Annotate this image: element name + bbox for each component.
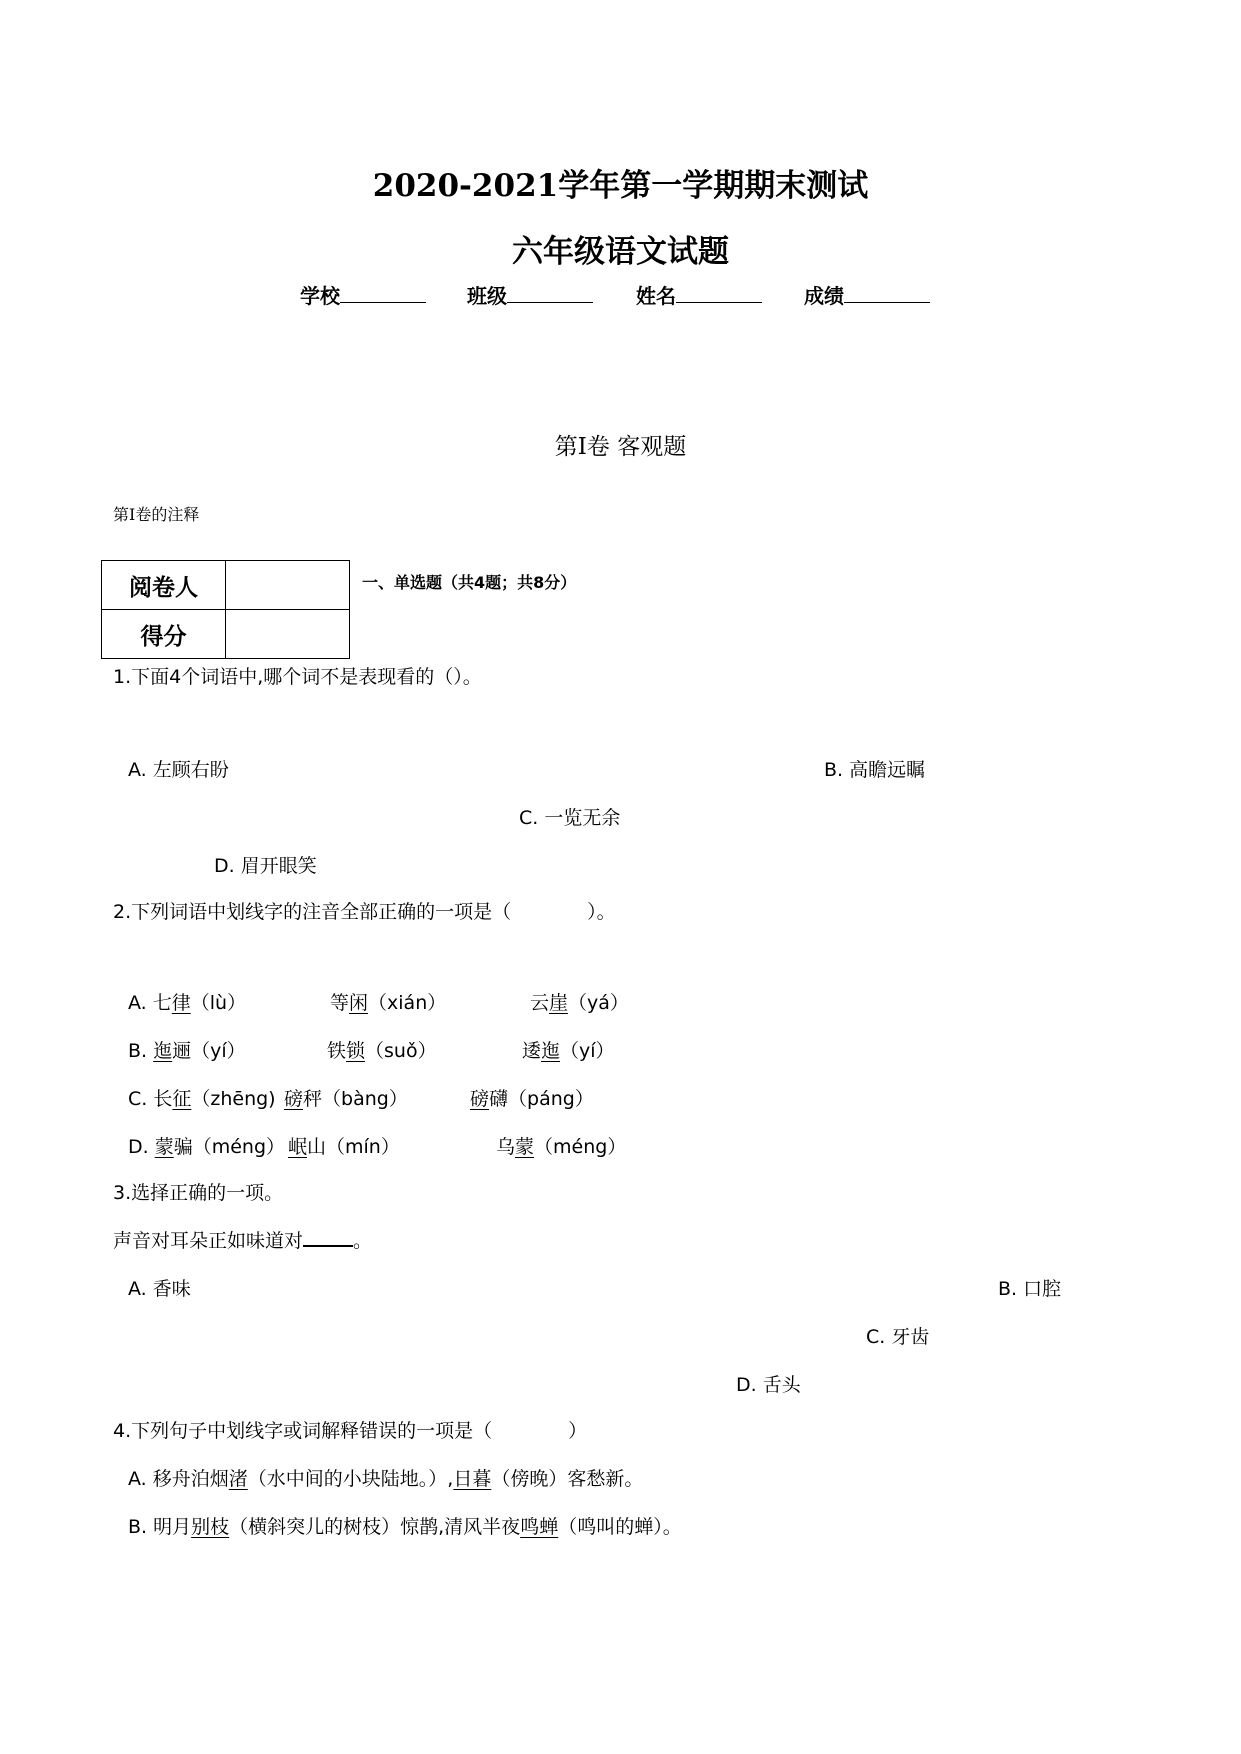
section-note: 第Ⅰ卷的注释	[113, 505, 200, 524]
school-blank	[340, 282, 426, 303]
q2a-text: （yá）	[568, 992, 629, 1014]
info-school	[300, 280, 426, 309]
q2a-underline: 崖	[549, 992, 569, 1014]
q4b-underline: 别枝	[191, 1516, 230, 1538]
q4-option-b	[128, 1512, 682, 1539]
q2c-text: 秤（bàng）	[303, 1088, 408, 1110]
q2a-underline: 闲	[349, 992, 369, 1014]
q4b-text: （横斜突儿的树枝）惊鹊,清风半夜	[229, 1516, 521, 1538]
q4b-text: B. 明月	[128, 1516, 192, 1538]
part1-heading: 一、单选题（共4题；共8分）	[362, 573, 577, 592]
q3-stem: 3.选择正确的一项。	[113, 1182, 284, 1204]
q2-option-a-part2	[330, 988, 446, 1015]
q3-option-d: D. 舌头	[736, 1374, 801, 1396]
q2-option-d-part1	[128, 1132, 285, 1159]
q1-stem: 1.下面4个词语中,哪个词不是表现看的（）。	[113, 666, 482, 688]
q2-option-b-part3	[522, 1036, 615, 1063]
grader-label: 阅卷人	[102, 561, 226, 610]
q2d-underline: 蒙	[154, 1136, 174, 1158]
q4a-underline: 日暮	[453, 1468, 492, 1490]
info-score	[804, 280, 930, 309]
score-cell	[226, 610, 350, 659]
class-blank	[507, 282, 593, 303]
q1-option-c: C. 一览无余	[519, 807, 621, 829]
q2c-underline: 磅	[284, 1088, 304, 1110]
info-name-label: 姓名	[636, 284, 676, 308]
q2c-text: （zhēng)	[191, 1088, 276, 1110]
q2b-underline: 迤	[153, 1040, 173, 1062]
q2c-text: C. 长	[128, 1088, 173, 1110]
exam-title: 2020-2021学年第一学期期末测试	[372, 168, 869, 204]
q2d-text: 乌	[496, 1136, 516, 1158]
q2a-text: （lù）	[190, 992, 247, 1014]
q2c-underline: 征	[172, 1088, 192, 1110]
q2a-text: 等	[330, 992, 350, 1014]
q2b-text: 逦（yí）	[172, 1040, 246, 1062]
q2d-text: D.	[128, 1136, 155, 1158]
q2-option-a-part1	[128, 988, 246, 1015]
q2b-underline: 迤	[541, 1040, 561, 1062]
q2a-text: 云	[530, 992, 550, 1014]
q2d-underline: 蒙	[515, 1136, 535, 1158]
q2d-text: 山（mín）	[307, 1136, 400, 1158]
q2a-text: （xián）	[368, 992, 447, 1014]
q2-option-c-part3	[470, 1084, 594, 1111]
q3-answer-blank	[303, 1227, 353, 1247]
info-class-label: 班级	[467, 284, 507, 308]
q2b-text: （yí）	[560, 1040, 615, 1062]
q4b-underline: 鸣蝉	[520, 1516, 559, 1538]
q1-option-d: D. 眉开眼笑	[214, 855, 317, 877]
q4a-text: A. 移舟泊烟	[128, 1468, 229, 1490]
q4-stem: 4.下列句子中划线字或词解释错误的一项是（ ）	[113, 1420, 588, 1442]
q2d-underline: 岷	[288, 1136, 308, 1158]
score-blank	[844, 282, 930, 303]
info-school-label: 学校	[300, 284, 340, 308]
q3-sentence	[113, 1226, 372, 1253]
q4a-text: （水中间的小块陆地。）,	[247, 1468, 454, 1490]
section-title: 第Ⅰ卷 客观题	[554, 434, 687, 460]
q2a-underline: 律	[171, 992, 191, 1014]
q4-option-a	[128, 1464, 643, 1491]
name-blank	[676, 282, 762, 303]
q2-stem: 2.下列词语中划线字的注音全部正确的一项是（ ）。	[113, 901, 616, 923]
q1-option-b: B. 高瞻远瞩	[824, 759, 926, 781]
q2b-text: （suǒ）	[365, 1040, 437, 1062]
q3-option-a: A. 香味	[128, 1278, 191, 1300]
q2-option-a-part3	[530, 988, 629, 1015]
q3-option-c: C. 牙齿	[866, 1326, 930, 1348]
q2-option-c-part2	[284, 1084, 408, 1111]
q2b-text: 逶	[522, 1040, 542, 1062]
exam-subtitle: 六年级语文试题	[512, 234, 729, 270]
q3-sentence-before: 声音对耳朵正如味道对	[113, 1230, 304, 1252]
q4b-text: （鸣叫的蝉）。	[558, 1516, 682, 1538]
q2b-text: B.	[128, 1040, 154, 1062]
q2c-underline: 磅	[470, 1088, 490, 1110]
info-score-label: 成绩	[804, 284, 844, 308]
q2d-text: （méng）	[534, 1136, 627, 1158]
info-class	[467, 280, 593, 309]
q2b-underline: 锁	[346, 1040, 366, 1062]
q3-sentence-after: 。	[353, 1230, 373, 1252]
q2c-text: 礴（páng）	[489, 1088, 594, 1110]
info-name	[636, 280, 762, 309]
q3-option-b: B. 口腔	[998, 1278, 1062, 1300]
q2a-text: A. 七	[128, 992, 172, 1014]
score-label: 得分	[102, 610, 226, 659]
score-table	[101, 560, 350, 659]
q2b-text: 铁	[327, 1040, 347, 1062]
grader-cell	[226, 561, 350, 610]
q2-option-b-part2	[327, 1036, 437, 1063]
q2-option-d-part2	[288, 1132, 400, 1159]
q2-option-b-part1	[128, 1036, 246, 1063]
q4a-text: （傍晚）客愁新。	[491, 1468, 644, 1490]
q2d-text: 骗（méng）	[173, 1136, 286, 1158]
q4a-underline: 渚	[228, 1468, 248, 1490]
q2-option-d-part3	[496, 1132, 626, 1159]
q1-option-a: A. 左顾右盼	[128, 759, 229, 781]
q2-option-c-part1	[128, 1084, 276, 1111]
